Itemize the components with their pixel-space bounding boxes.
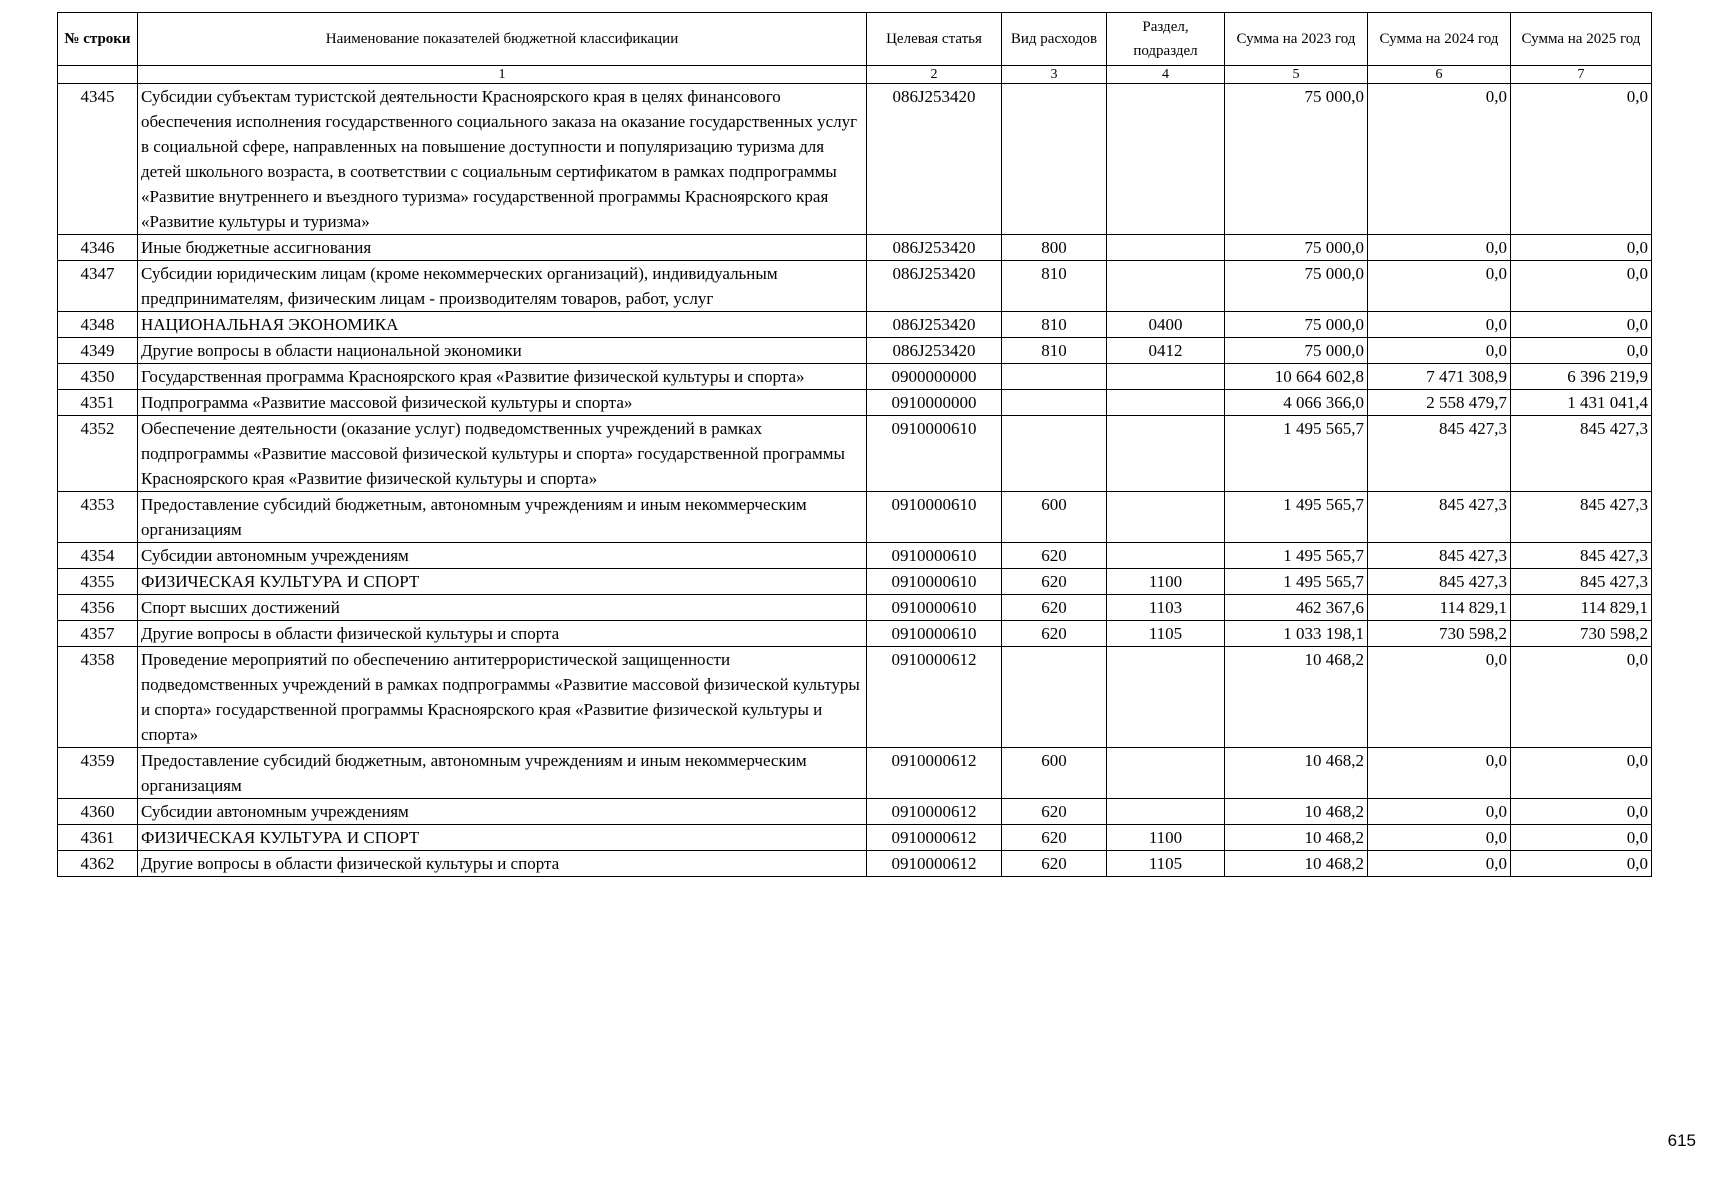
- table-row: [58, 84, 1652, 235]
- row-number-cell: 4358: [58, 647, 138, 748]
- sum-2023-cell: 1 495 565,7: [1225, 492, 1368, 543]
- expense-type-cell: 810: [1002, 338, 1107, 364]
- indicator-name-cell: ФИЗИЧЕСКАЯ КУЛЬТУРА И СПОРТ: [138, 569, 867, 595]
- section-cell: 1105: [1107, 621, 1225, 647]
- indicator-name-cell: ФИЗИЧЕСКАЯ КУЛЬТУРА И СПОРТ: [138, 825, 867, 851]
- row-number-cell: 4351: [58, 390, 138, 416]
- indicator-name-cell: Предоставление субсидий бюджетным, автономным учреждениям и иным некоммерческим организациям: [138, 748, 867, 799]
- row-number-cell: 4347: [58, 261, 138, 312]
- expense-type-cell: 620: [1002, 851, 1107, 877]
- sum-2024-cell: 845 427,3: [1368, 543, 1511, 569]
- sum-2023-cell: 10 468,2: [1225, 799, 1368, 825]
- sum-2025-cell: 0,0: [1511, 799, 1652, 825]
- column-index: 5: [1225, 66, 1368, 84]
- column-index: 3: [1002, 66, 1107, 84]
- expense-type-cell: 620: [1002, 825, 1107, 851]
- expense-type-cell: 620: [1002, 799, 1107, 825]
- target-article-cell: 086J253420: [867, 261, 1002, 312]
- sum-2025-cell: 845 427,3: [1511, 416, 1652, 492]
- section-cell: [1107, 416, 1225, 492]
- table-row: [58, 825, 1652, 851]
- row-number-cell: 4352: [58, 416, 138, 492]
- section-cell: 1103: [1107, 595, 1225, 621]
- section-cell: [1107, 364, 1225, 390]
- table-row: [58, 364, 1652, 390]
- target-article-cell: 0910000612: [867, 825, 1002, 851]
- sum-2024-cell: 0,0: [1368, 647, 1511, 748]
- expense-type-cell: 620: [1002, 621, 1107, 647]
- expense-type-cell: [1002, 364, 1107, 390]
- table-row: [58, 492, 1652, 543]
- table-row: [58, 748, 1652, 799]
- sum-2024-cell: 0,0: [1368, 825, 1511, 851]
- column-index: 2: [867, 66, 1002, 84]
- target-article-cell: 0900000000: [867, 364, 1002, 390]
- sum-2025-cell: 0,0: [1511, 338, 1652, 364]
- sum-2023-cell: 1 033 198,1: [1225, 621, 1368, 647]
- row-number-cell: 4359: [58, 748, 138, 799]
- target-article-cell: 0910000612: [867, 851, 1002, 877]
- indicator-name-cell: Иные бюджетные ассигнования: [138, 235, 867, 261]
- indicator-name-cell: Другие вопросы в области национальной экономики: [138, 338, 867, 364]
- target-article-cell: 086J253420: [867, 338, 1002, 364]
- sum-2023-cell: 10 468,2: [1225, 748, 1368, 799]
- row-number-cell: 4355: [58, 569, 138, 595]
- sum-2024-cell: 730 598,2: [1368, 621, 1511, 647]
- table-row: [58, 647, 1652, 748]
- expense-type-cell: [1002, 84, 1107, 235]
- sum-2025-cell: 0,0: [1511, 748, 1652, 799]
- sum-2023-cell: 75 000,0: [1225, 312, 1368, 338]
- indicator-name-cell: Проведение мероприятий по обеспечению антитеррористической защищенности подведомственных учреждений в рамках подпрограммы «Развитие массовой физической культуры и спорта» государственной программы Красноярского края «Развитие физической культуры и спорта»: [138, 647, 867, 748]
- section-cell: [1107, 390, 1225, 416]
- header-sum-2025: Сумма на 2025 год: [1511, 13, 1652, 66]
- sum-2024-cell: 0,0: [1368, 84, 1511, 235]
- column-index: 6: [1368, 66, 1511, 84]
- column-index-blank: [58, 66, 138, 84]
- header-section: Раздел, подраздел: [1107, 13, 1225, 66]
- expense-type-cell: [1002, 416, 1107, 492]
- section-cell: 1105: [1107, 851, 1225, 877]
- sum-2025-cell: 845 427,3: [1511, 492, 1652, 543]
- row-number-cell: 4346: [58, 235, 138, 261]
- section-cell: 0400: [1107, 312, 1225, 338]
- sum-2025-cell: 0,0: [1511, 825, 1652, 851]
- indicator-name-cell: Государственная программа Красноярского края «Развитие физической культуры и спорта»: [138, 364, 867, 390]
- row-number-cell: 4350: [58, 364, 138, 390]
- target-article-cell: 0910000610: [867, 416, 1002, 492]
- target-article-cell: 0910000610: [867, 492, 1002, 543]
- sum-2023-cell: 10 468,2: [1225, 647, 1368, 748]
- sum-2024-cell: 0,0: [1368, 261, 1511, 312]
- sum-2024-cell: 845 427,3: [1368, 569, 1511, 595]
- target-article-cell: 0910000612: [867, 799, 1002, 825]
- section-cell: [1107, 799, 1225, 825]
- row-number-cell: 4362: [58, 851, 138, 877]
- expense-type-cell: [1002, 647, 1107, 748]
- indicator-name-cell: Субсидии автономным учреждениям: [138, 543, 867, 569]
- row-number-cell: 4349: [58, 338, 138, 364]
- sum-2025-cell: 845 427,3: [1511, 569, 1652, 595]
- header-sum-2023: Сумма на 2023 год: [1225, 13, 1368, 66]
- indicator-name-cell: НАЦИОНАЛЬНАЯ ЭКОНОМИКА: [138, 312, 867, 338]
- row-number-cell: 4348: [58, 312, 138, 338]
- table-row: [58, 621, 1652, 647]
- sum-2023-cell: 75 000,0: [1225, 338, 1368, 364]
- column-index: 1: [138, 66, 867, 84]
- sum-2024-cell: 2 558 479,7: [1368, 390, 1511, 416]
- sum-2025-cell: 845 427,3: [1511, 543, 1652, 569]
- sum-2025-cell: 0,0: [1511, 647, 1652, 748]
- table-row: [58, 261, 1652, 312]
- indicator-name-cell: Другие вопросы в области физической культуры и спорта: [138, 621, 867, 647]
- section-cell: [1107, 647, 1225, 748]
- target-article-cell: 086J253420: [867, 312, 1002, 338]
- expense-type-cell: 800: [1002, 235, 1107, 261]
- indicator-name-cell: Субсидии субъектам туристской деятельности Красноярского края в целях финансового обеспечения исполнения государственного социального заказа на оказание государственных услуг в социальной сфере, направленных на повышение доступности и популяризацию туризма для детей школьного возраста, в соответствии с социальным сертификатом в рамках подпрограммы «Развитие внутреннего и въездного туризма» государственной программы Красноярского края «Развитие культуры и туризма»: [138, 84, 867, 235]
- expense-type-cell: [1002, 390, 1107, 416]
- sum-2024-cell: 845 427,3: [1368, 416, 1511, 492]
- table-row: [58, 416, 1652, 492]
- table-row: [58, 338, 1652, 364]
- sum-2024-cell: 0,0: [1368, 799, 1511, 825]
- header-row-number: № строки: [58, 13, 138, 66]
- section-cell: [1107, 261, 1225, 312]
- row-number-cell: 4356: [58, 595, 138, 621]
- expense-type-cell: 600: [1002, 492, 1107, 543]
- section-cell: 0412: [1107, 338, 1225, 364]
- target-article-cell: 0910000610: [867, 569, 1002, 595]
- sum-2023-cell: 10 468,2: [1225, 851, 1368, 877]
- indicator-name-cell: Другие вопросы в области физической культуры и спорта: [138, 851, 867, 877]
- target-article-cell: 0910000000: [867, 390, 1002, 416]
- sum-2025-cell: 1 431 041,4: [1511, 390, 1652, 416]
- table-body: [58, 84, 1652, 877]
- sum-2024-cell: 7 471 308,9: [1368, 364, 1511, 390]
- page-number: 615: [1667, 1131, 1696, 1150]
- target-article-cell: 086J253420: [867, 84, 1002, 235]
- expense-type-cell: 620: [1002, 569, 1107, 595]
- column-index: 7: [1511, 66, 1652, 84]
- sum-2024-cell: 0,0: [1368, 312, 1511, 338]
- target-article-cell: 086J253420: [867, 235, 1002, 261]
- header-sum-2024: Сумма на 2024 год: [1368, 13, 1511, 66]
- section-cell: [1107, 84, 1225, 235]
- expense-type-cell: 620: [1002, 543, 1107, 569]
- table-row: [58, 235, 1652, 261]
- column-index: 4: [1107, 66, 1225, 84]
- expense-type-cell: 600: [1002, 748, 1107, 799]
- sum-2025-cell: 0,0: [1511, 312, 1652, 338]
- sum-2025-cell: 730 598,2: [1511, 621, 1652, 647]
- sum-2025-cell: 0,0: [1511, 851, 1652, 877]
- sum-2025-cell: 0,0: [1511, 261, 1652, 312]
- section-cell: [1107, 543, 1225, 569]
- sum-2024-cell: 114 829,1: [1368, 595, 1511, 621]
- sum-2024-cell: 0,0: [1368, 235, 1511, 261]
- sum-2023-cell: 10 664 602,8: [1225, 364, 1368, 390]
- table-row: [58, 543, 1652, 569]
- target-article-cell: 0910000610: [867, 543, 1002, 569]
- sum-2024-cell: 0,0: [1368, 851, 1511, 877]
- sum-2025-cell: 114 829,1: [1511, 595, 1652, 621]
- row-number-cell: 4354: [58, 543, 138, 569]
- header-name: Наименование показателей бюджетной классификации: [138, 13, 867, 66]
- row-number-cell: 4353: [58, 492, 138, 543]
- table-row: [58, 312, 1652, 338]
- sum-2023-cell: 75 000,0: [1225, 235, 1368, 261]
- indicator-name-cell: Подпрограмма «Развитие массовой физической культуры и спорта»: [138, 390, 867, 416]
- expense-type-cell: 810: [1002, 261, 1107, 312]
- indicator-name-cell: Предоставление субсидий бюджетным, автономным учреждениям и иным некоммерческим организациям: [138, 492, 867, 543]
- section-cell: 1100: [1107, 569, 1225, 595]
- header-row: [58, 13, 1652, 66]
- sum-2024-cell: 845 427,3: [1368, 492, 1511, 543]
- target-article-cell: 0910000612: [867, 748, 1002, 799]
- section-cell: [1107, 748, 1225, 799]
- indicator-name-cell: Спорт высших достижений: [138, 595, 867, 621]
- sum-2025-cell: 0,0: [1511, 235, 1652, 261]
- column-index-row: [58, 66, 1652, 84]
- budget-table: [57, 12, 1652, 877]
- row-number-cell: 4345: [58, 84, 138, 235]
- sum-2023-cell: 4 066 366,0: [1225, 390, 1368, 416]
- table-row: [58, 851, 1652, 877]
- sum-2025-cell: 0,0: [1511, 84, 1652, 235]
- sum-2023-cell: 1 495 565,7: [1225, 569, 1368, 595]
- indicator-name-cell: Субсидии юридическим лицам (кроме некоммерческих организаций), индивидуальным предпринимателям, физическим лицам - производителям товаров, работ, услуг: [138, 261, 867, 312]
- header-expense-type: Вид расходов: [1002, 13, 1107, 66]
- sum-2023-cell: 462 367,6: [1225, 595, 1368, 621]
- expense-type-cell: 620: [1002, 595, 1107, 621]
- section-cell: 1100: [1107, 825, 1225, 851]
- indicator-name-cell: Субсидии автономным учреждениям: [138, 799, 867, 825]
- row-number-cell: 4361: [58, 825, 138, 851]
- target-article-cell: 0910000610: [867, 621, 1002, 647]
- table-row: [58, 569, 1652, 595]
- expense-type-cell: 810: [1002, 312, 1107, 338]
- sum-2024-cell: 0,0: [1368, 338, 1511, 364]
- section-cell: [1107, 492, 1225, 543]
- table-row: [58, 595, 1652, 621]
- sum-2025-cell: 6 396 219,9: [1511, 364, 1652, 390]
- sum-2023-cell: 1 495 565,7: [1225, 543, 1368, 569]
- indicator-name-cell: Обеспечение деятельности (оказание услуг) подведомственных учреждений в рамках подпрограммы «Развитие массовой физической культуры и спорта» государственной программы Красноярского края «Развитие физической культуры и спорта»: [138, 416, 867, 492]
- table-row: [58, 390, 1652, 416]
- row-number-cell: 4360: [58, 799, 138, 825]
- section-cell: [1107, 235, 1225, 261]
- sum-2024-cell: 0,0: [1368, 748, 1511, 799]
- target-article-cell: 0910000610: [867, 595, 1002, 621]
- sum-2023-cell: 75 000,0: [1225, 84, 1368, 235]
- sum-2023-cell: 75 000,0: [1225, 261, 1368, 312]
- row-number-cell: 4357: [58, 621, 138, 647]
- header-target-article: Целевая статья: [867, 13, 1002, 66]
- sum-2023-cell: 1 495 565,7: [1225, 416, 1368, 492]
- sum-2023-cell: 10 468,2: [1225, 825, 1368, 851]
- table-row: [58, 799, 1652, 825]
- target-article-cell: 0910000612: [867, 647, 1002, 748]
